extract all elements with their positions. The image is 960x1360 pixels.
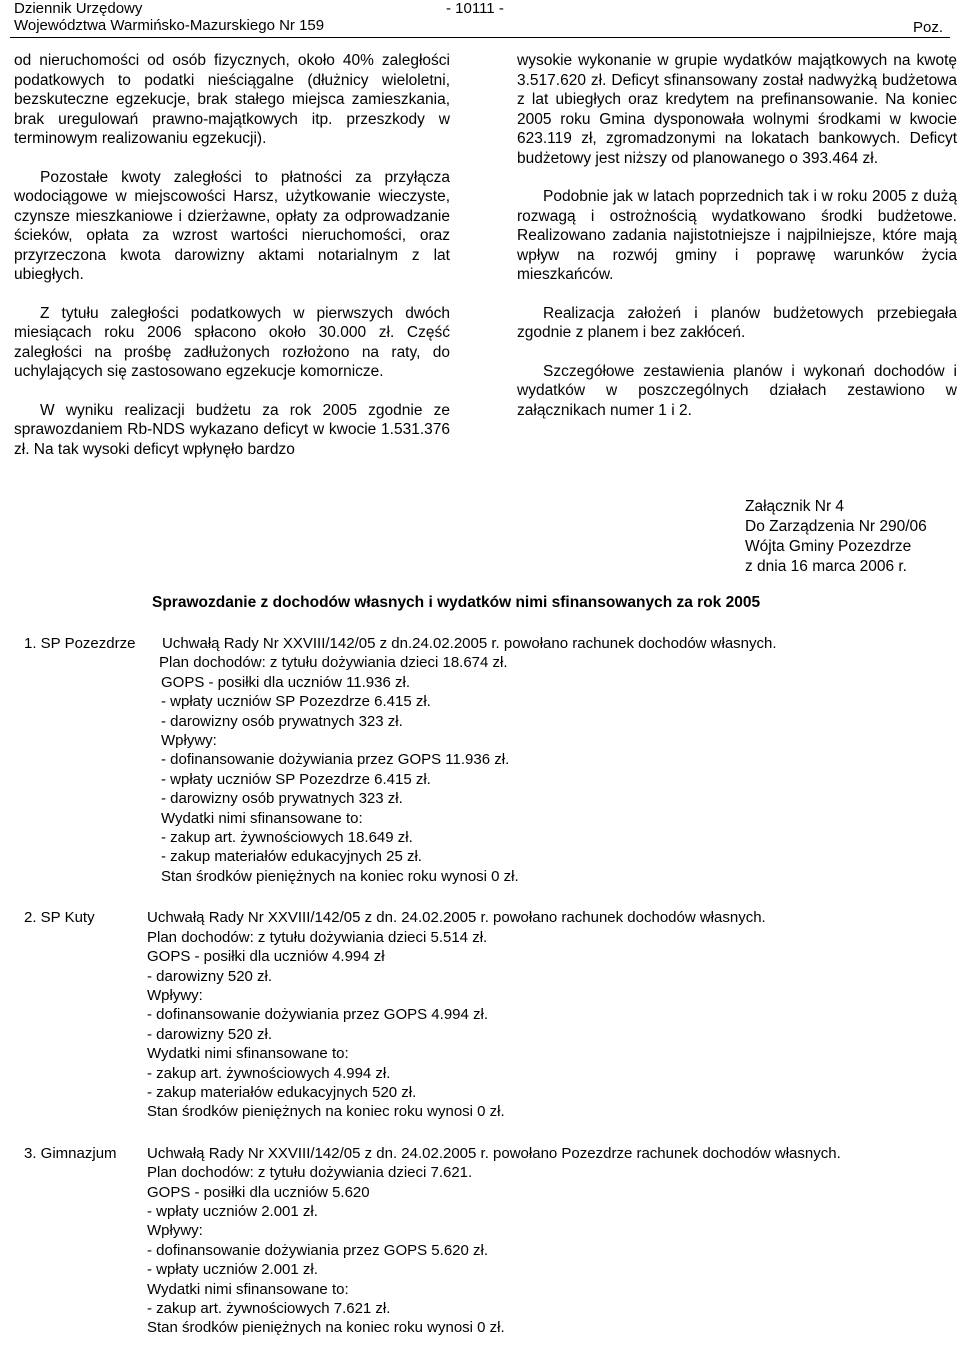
- section-line: Plan dochodów: z tytułu dożywiania dzieci 7.621.: [147, 1164, 473, 1182]
- annex-heading: [745, 497, 927, 577]
- report-section: [24, 634, 959, 886]
- section-line: - dofinansowanie dożywiania przez GOPS 11.936 zł.: [161, 751, 510, 769]
- section-line: Stan środków pieniężnych na koniec roku wynosi 0 zł.: [147, 1319, 505, 1337]
- section-line: - darowizny osób prywatnych 323 zł.: [161, 790, 403, 808]
- section-label: 3. Gimnazjum: [24, 1144, 117, 1162]
- section-line: - wpłaty uczniów SP Pozezdrze 6.415 zł.: [161, 770, 431, 788]
- section-line: GOPS - posiłki dla uczniów 5.620: [147, 1183, 370, 1201]
- report-section: [24, 1144, 959, 1338]
- section-line: - darowizny osób prywatnych 323 zł.: [161, 712, 403, 730]
- header-divider: [10, 37, 950, 38]
- section-line: Plan dochodów: z tytułu dożywiania dzieci 5.514 zł.: [147, 928, 488, 946]
- section-line: GOPS - posiłki dla uczniów 4.994 zł: [147, 948, 385, 966]
- section-line: - wpłaty uczniów 2.001 zł.: [147, 1261, 318, 1279]
- journal-title: Dziennik Urzędowy: [14, 0, 143, 17]
- section-body: [24, 1144, 959, 1338]
- section-line: Plan dochodów: z tytułu dożywiania dzieci 18.674 zł.: [159, 654, 508, 672]
- page-header: [0, 0, 960, 36]
- section-line: - zakup art. żywnościowych 18.649 zł.: [161, 829, 413, 847]
- position-label: Poz.: [913, 19, 944, 36]
- section-line: Wpływy:: [161, 732, 217, 750]
- paragraph: Realizacja założeń i planów budżetowych przebiegała zgodnie z planem i bez zakłóceń.: [517, 304, 957, 341]
- section-label: 1. SP Pozezdrze: [24, 635, 136, 652]
- section-line: Stan środków pieniężnych na koniec roku wynosi 0 zł.: [161, 867, 519, 885]
- section-line: - zakup art. żywnościowych 4.994 zł.: [147, 1064, 391, 1082]
- section-line: Wydatki nimi sfinansowane to:: [147, 1045, 349, 1063]
- section-line: Uchwałą Rady Nr XXVIII/142/05 z dn. 24.02.2005 r. powołano rachunek dochodów własnych.: [147, 909, 766, 927]
- section-line: Uchwałą Rady Nr XXVIII/142/05 z dn. 24.02.2005 r. powołano Pozezdrze rachunek dochodów własnych.: [147, 1144, 841, 1162]
- journal-subtitle: Województwa Warmińsko-Mazurskiego Nr 159: [14, 17, 325, 34]
- section-line: Uchwałą Rady Nr XXVIII/142/05 z dn.24.02.2005 r. powołano rachunek dochodów własnych.: [162, 635, 777, 652]
- section-line: GOPS - posiłki dla uczniów 11.936 zł.: [161, 673, 411, 691]
- section-label: 2. SP Kuty: [24, 909, 95, 927]
- section-line: Wydatki nimi sfinansowane to:: [161, 809, 363, 827]
- paragraph: Szczegółowe zestawienia planów i wykonań dochodów i wydatków w poszczególnych działach zestawiono w załącznikach numer 1 i 2.: [517, 362, 957, 419]
- paragraph: Pozostałe kwoty zaległości to płatności za przyłącza wodociągowe w miejscowości Harsz, użytkowanie wieczyste, czynsze mieszkaniowe i dzierżawne, opłaty za odprowadzanie ścieków, opłata za wzrost wartości nieruchomości, oraz przyrzeczona kwota darowizny aktami notarialnym z lat ubiegłych.: [14, 168, 450, 283]
- section-line: Wpływy:: [147, 1222, 203, 1240]
- section-line: Wydatki nimi sfinansowane to:: [147, 1280, 349, 1298]
- paragraph: W wyniku realizacji budżetu za rok 2005 zgodnie ze sprawozdaniem Rb-NDS wykazano deficyt w kwocie 1.531.376 zł. Na tak wysoki deficyt wpłynęło bardzo: [14, 401, 450, 458]
- section-line: Stan środków pieniężnych na koniec roku wynosi 0 zł.: [147, 1103, 505, 1121]
- paragraph: Z tytułu zaległości podatkowych w pierwszych dwóch miesiącach roku 2006 spłacono około 30.000 zł. Część zaległości na prośbę zadłużonych rozłożono na raty, do uchylających się zastosowano egzekucje komornicze.: [14, 304, 450, 380]
- section-line: - zakup materiałów edukacyjnych 520 zł.: [147, 1083, 417, 1101]
- section-line: - darowizny 520 zł.: [147, 967, 273, 985]
- page-number: - 10111 -: [446, 0, 504, 17]
- section-line: - wpłaty uczniów 2.001 zł.: [147, 1202, 318, 1220]
- section-line: Wpływy:: [147, 986, 203, 1004]
- section-line: - zakup art. żywnościowych 7.621 zł.: [147, 1300, 391, 1317]
- section-line: - wpłaty uczniów SP Pozezdrze 6.415 zł.: [161, 693, 431, 711]
- report-section: [24, 908, 959, 1121]
- left-column: [14, 51, 450, 459]
- annex-line: Załącznik Nr 4: [745, 498, 845, 515]
- journal-info: [14, 0, 324, 34]
- paragraph: wysokie wykonanie w grupie wydatków majątkowych na kwotę 3.517.620 zł. Deficyt sfinansowany został nadwyżką budżetowa z lat ubiegłych oraz kredytem na prefinansowanie. Na koniec 2005 roku Gmina dysponowała wolnymi środkami w kwocie 623.119 zł, zgromadzonymi na lokatach bankowych. Deficyt budżetowy jest niższy od planowanego o 393.464 zł.: [517, 52, 957, 167]
- section-body: [24, 908, 959, 1121]
- section-line: - zakup materiałów edukacyjnych 25 zł.: [161, 848, 422, 866]
- annex-line: Do Zarządzenia Nr 290/06: [745, 518, 927, 535]
- section-line: - darowizny 520 zł.: [147, 1025, 273, 1043]
- section-body: [24, 634, 959, 886]
- annex-line: Wójta Gminy Pozezdrze: [745, 538, 912, 555]
- paragraph: Podobnie jak w latach poprzednich tak i w roku 2005 z dużą rozwagą i ostrożnością wydatkowano środki budżetowe. Realizowano zadania najistotniejsze i najpilniejsze, które mają wpływ na rozwój gminy i poprawę warunków życia mieszkańców.: [517, 188, 957, 283]
- section-line: - dofinansowanie dożywiania przez GOPS 5.620 zł.: [147, 1241, 489, 1259]
- right-column: [517, 51, 957, 420]
- report-sections: [24, 634, 959, 1360]
- annex-line: z dnia 16 marca 2006 r.: [745, 558, 907, 575]
- report-title: Sprawozdanie z dochodów własnych i wydatków nimi sfinansowanych za rok 2005: [152, 594, 761, 611]
- section-line: - dofinansowanie dożywiania przez GOPS 4.994 zł.: [147, 1006, 489, 1024]
- paragraph: od nieruchomości od osób fizycznych, około 40% zaległości podatkowych to podatki nieściągalne (dłużnicy wieloletni, bezskuteczne egzekucje, brak stałego miejsca zamieszkania, brak uregulowań prawno-majątkowych itp. przeszkody w terminowym realizowaniu egzekucji).: [14, 52, 450, 147]
